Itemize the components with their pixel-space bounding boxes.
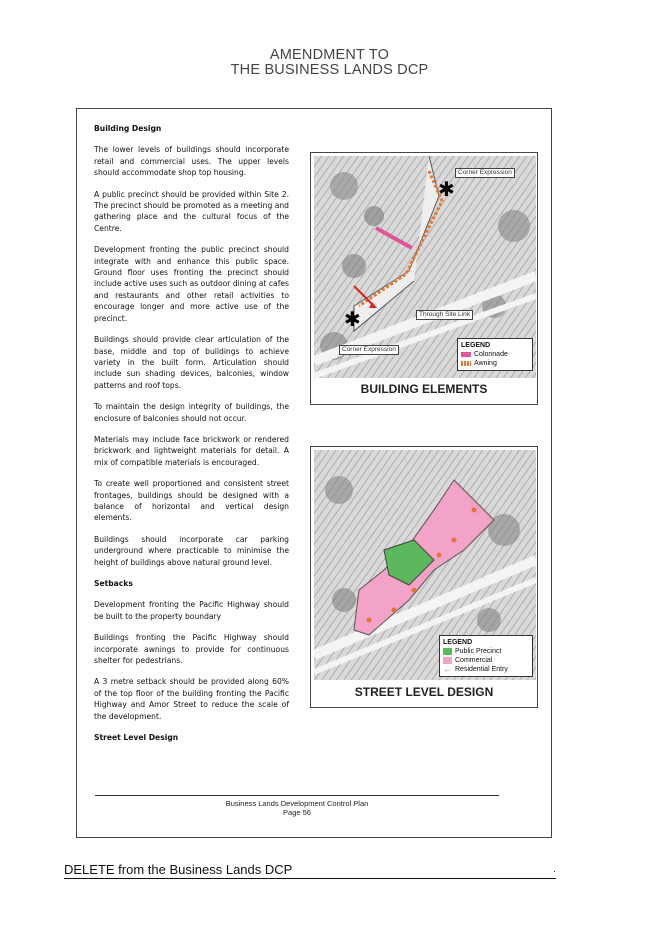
public-precinct-swatch <box>443 648 452 655</box>
commercial-swatch <box>443 657 452 664</box>
corner-expression-label-top: Corner Expression <box>455 168 515 178</box>
setbacks-heading: Setbacks <box>94 579 133 588</box>
paragraph-1: The lower levels of buildings should incorporate retail and commercial uses. The upper levels should accommodate shop top housing. <box>94 145 289 178</box>
header-line-1: AMENDMENT TO <box>269 47 390 63</box>
paragraph-8: Buildings should incorporate car parking underground where practicable to minimise the height of buildings above natural ground level. <box>94 534 289 567</box>
street-level-design-caption: STREET LEVEL DESIGN <box>354 685 494 699</box>
arrow-left-icon: ← <box>443 664 452 674</box>
awning-swatch <box>461 361 471 366</box>
building-elements-legend <box>457 338 533 371</box>
legend2-title: LEGEND <box>443 639 473 646</box>
legend-title: LEGEND <box>461 342 491 349</box>
star-marker-bottom: ✱ <box>344 307 361 331</box>
paragraph-5: To maintain the design integrity of buildings, the enclosure of balconies should not occur. <box>94 402 289 423</box>
street-level-heading: Street Level Design <box>94 733 179 743</box>
paragraph-11: A 3 metre setback should be provided along 60% of the top floor of the building fronting the Pacific Highway and Amor Street to reduce the scale of the development. <box>94 677 289 721</box>
colonnade-swatch <box>461 352 471 357</box>
footer-title: Business Lands Development Control Plan <box>225 799 369 808</box>
header-line-2: THE BUSINESS LANDS DCP <box>230 62 429 78</box>
page-number: Page 56 <box>283 808 311 817</box>
street-level-legend <box>439 635 533 677</box>
delete-note-trailing: . <box>553 864 556 875</box>
paragraph-3: Development fronting the public precinct should integrate with and enhance this public space. Ground floor uses fronting the precinct should include active uses such as outdoor dining at cafes and restaurants and other retail activities to encourage longer and more active use of the precinct. <box>94 245 289 323</box>
street-level-design-figure <box>310 446 538 708</box>
paragraph-4: Buildings should provide clear articulation of the base, middle and top of buildings to achieve variety in the built form. Articulation should include sun shading devices, balconies, window patterns and roof tops. <box>94 335 289 390</box>
delete-note <box>64 862 556 879</box>
paragraph-7: To create well proportioned and consistent street frontages, buildings should be designed with a balance of horizontal and vertical design elements. <box>94 479 289 523</box>
legend-public-precinct: Public Precinct <box>455 648 502 655</box>
building-elements-caption: BUILDING ELEMENTS <box>360 382 488 396</box>
star-marker-top: ✱ <box>438 177 455 201</box>
legend-commercial: Commercial <box>455 657 493 664</box>
legend-residential-entry: Residential Entry <box>455 666 508 673</box>
delete-note-text: DELETE from the Business Lands DCP <box>64 862 293 877</box>
legend-colonnade: Colonnade <box>474 351 508 358</box>
legend-awning: Awning <box>474 360 497 367</box>
paragraph-6: Materials may include face brickwork or rendered brickwork and lightweight materials for detail. A mix of compatible materials is encouraged. <box>94 434 289 467</box>
paragraph-2: A public precinct should be provided within Site 2. The precinct should be promoted as a meeting and gathering place and the cultural focus of the Centre. <box>94 189 289 233</box>
paragraph-10: Buildings fronting the Pacific Highway should incorporate awnings to provide for continuous shelter for pedestrians. <box>94 633 289 666</box>
building-elements-figure <box>310 152 538 405</box>
body-text-column <box>94 123 289 753</box>
corner-expression-label-bottom: Corner Expression <box>339 345 399 355</box>
through-site-link-label: Through Site Link <box>416 310 473 320</box>
paragraph-9: Development fronting the Pacific Highway should be built to the property boundary <box>94 600 289 621</box>
footer-divider <box>95 795 499 796</box>
building-design-heading: Building Design <box>94 124 162 133</box>
